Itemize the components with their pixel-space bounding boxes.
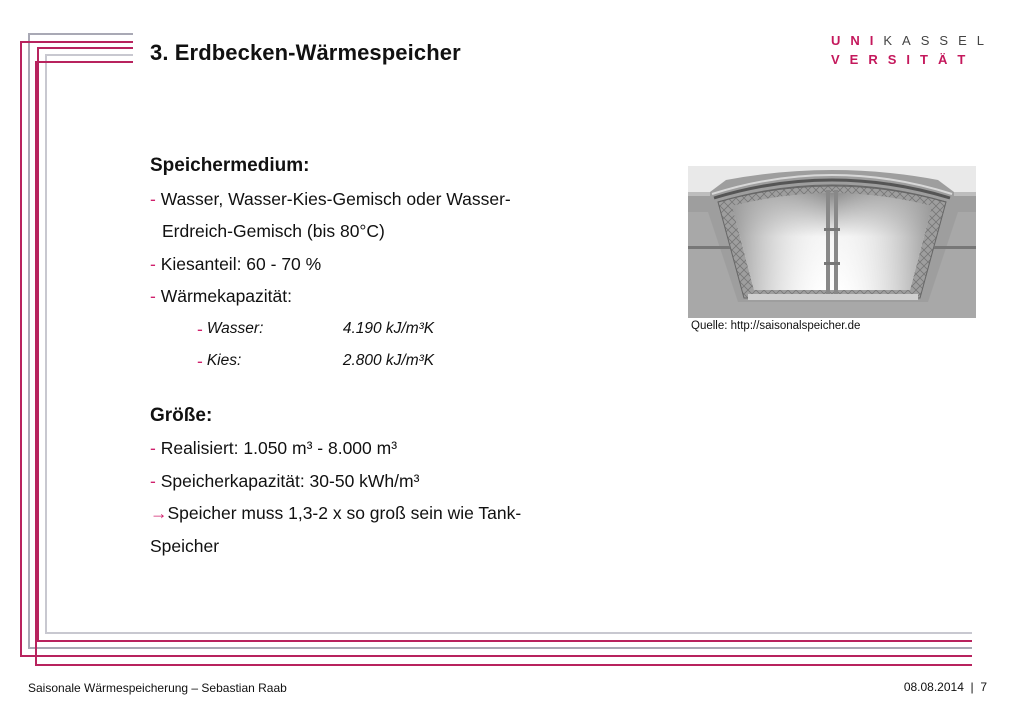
groesse-heading: Größe: [150,404,213,426]
logo-uni: UNI [831,33,884,48]
pit-storage-illustration [688,166,976,318]
logo-line-1 [831,31,994,50]
conclusion [150,497,670,530]
water-value: 4.190 kJ/m³K [342,319,435,337]
heat-capacity-gravel [150,345,670,378]
medium-item-3: Wärmekapazität: [160,286,292,306]
list-item [150,465,670,498]
size-item-1: Realisiert: 1.050 m³ - 8.000 m³ [160,438,398,458]
bullet-dash: - [150,470,156,491]
conclusion-text: Speicher muss 1,3-2 x so groß sein wie Tank- [167,503,522,523]
logo-line-2: VERSITÄT [831,52,976,67]
heat-capacity-water [150,313,670,346]
conclusion-continuation: Speicher [150,535,220,556]
gravel-value: 2.800 kJ/m³K [342,352,435,369]
bullet-dash: - [197,318,203,339]
medium-item-1: Wasser, Wasser-Kies-Gemisch oder Wasser- [160,188,511,209]
water-label: Wasser: [206,319,264,337]
bullet-dash: - [150,438,156,458]
list-item [150,183,670,216]
footer-date-page: 08.08.2014 | 7 [903,680,987,694]
pit-storage-svg [688,166,976,318]
image-caption: Quelle: http://saisonalspeicher.de [691,320,861,332]
speichermedium-heading: Speichermedium: [150,155,310,176]
bullet-dash: - [197,351,203,371]
bullet-dash: - [150,253,156,274]
university-logo [831,31,994,69]
footer-presentation-title: Saisonale Wärmespeicherung – Sebastian Raab [28,681,287,695]
list-item [150,280,670,313]
list-item [150,248,670,281]
list-item-continuation: Erdreich-Gemisch (bis 80°C) [162,221,385,241]
bullet-dash: - [150,286,156,306]
slide-content [150,150,670,562]
medium-item-2: Kiesanteil: 60 - 70 % [160,253,322,274]
list-item [150,432,670,465]
size-item-2: Speicherkapazität: 30-50 kWh/m³ [160,470,420,491]
arrow-icon: → [150,503,168,523]
logo-kassel: KASSEL [883,33,994,48]
gravel-label: Kies: [206,352,242,369]
slide-title: 3. Erdbecken-Wärmespeicher [150,40,461,65]
bullet-dash: - [150,188,156,209]
